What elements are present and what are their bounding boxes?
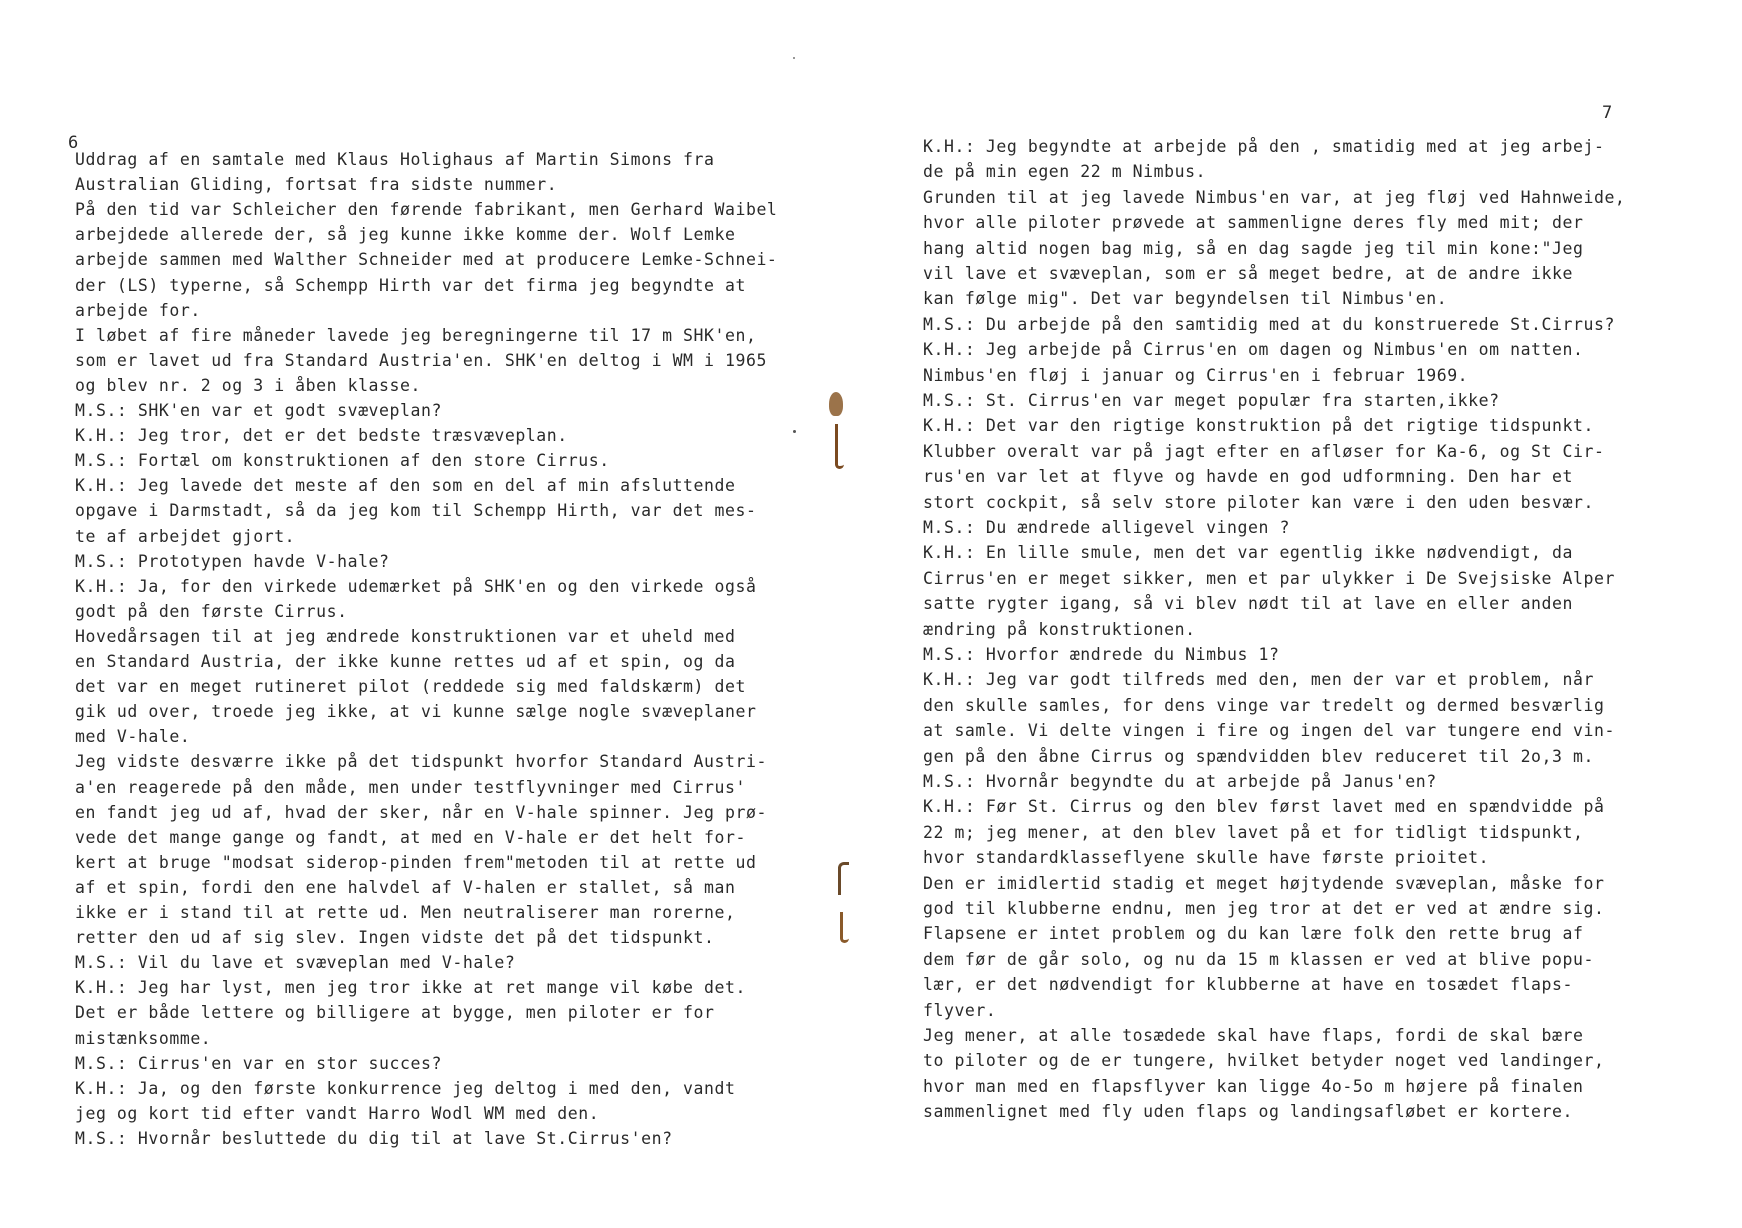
text-line: Hovedårsagen til at jeg ændrede konstruktionen var et uheld med xyxy=(75,626,736,646)
text-line: hvor alle piloter prøvede at sammenligne deres fly med mit; der xyxy=(923,213,1584,233)
staple-mark-top-lower xyxy=(835,424,844,469)
text-line: K.H.: Jeg arbejde på Cirrus'en om dagen og Nimbus'en om natten. xyxy=(923,340,1584,360)
text-line: På den tid var Schleicher den førende fabrikant, men Gerhard Waibel xyxy=(75,200,778,220)
text-line: M.S.: Du ændrede alligevel vingen ? xyxy=(923,518,1290,537)
text-line: ændring på konstruktionen. xyxy=(923,619,1196,639)
text-line: M.S.: Du arbejde på den samtidig med at du konstruerede St.Cirrus? xyxy=(923,314,1615,334)
text-line: M.S.: Hvornår begyndte du at arbejde på Janus'en? xyxy=(923,772,1437,791)
text-line: Det er både lettere og billigere at bygge, men piloter er for xyxy=(75,1003,715,1023)
text-line: K.H.: Jeg begyndte at arbejde på den , smatidig med at jeg arbej- xyxy=(923,137,1605,156)
text-line: M.S.: Fortæl om konstruktionen af den store Cirrus. xyxy=(75,451,610,471)
text-line: hvor standardklasseflyene skulle have første prioitet. xyxy=(923,848,1490,868)
staple-mark-top xyxy=(829,392,843,416)
text-line: K.H.: Ja, og den første konkurrence jeg deltog i med den, vandt xyxy=(75,1078,736,1098)
staple-mark-bottom xyxy=(838,862,849,895)
text-line: flyver. xyxy=(923,1000,997,1020)
text-line: rus'en var let at flyve og havde en god udformning. Den har et xyxy=(923,467,1573,487)
text-line: jeg og kort tid efter vandt Harro Wodl WM med den. xyxy=(75,1103,600,1123)
text-line: stort cockpit, så selv store piloter kan være i den uden besvær. xyxy=(923,492,1594,512)
text-line: Grunden til at jeg lavede Nimbus'en var, at jeg fløj ved Hahnweide, xyxy=(923,187,1626,207)
text-line: gik ud over, troede jeg ikke, at vi kunne sælge nogle svæveplaner xyxy=(75,702,757,722)
text-line: K.H.: Jeg lavede det meste af den som en del af min afsluttende xyxy=(75,476,736,496)
text-line: Klubber overalt var på jagt efter en afløser for Ka-6, og St Cir- xyxy=(923,441,1605,461)
text-line: Jeg mener, at alle tosædede skal have flaps, fordi de skal bære xyxy=(923,1026,1584,1045)
text-line: hang altid nogen bag mig, så en dag sagde jeg til min kone:"Jeg xyxy=(923,238,1584,258)
text-line: en fandt jeg ud af, hvad der sker, når en V-hale spinner. Jeg prø- xyxy=(75,802,767,822)
text-line: den skulle samles, for dens vinge var tredelt og dermed besværlig xyxy=(923,695,1605,715)
text-line: satte rygter igang, så vi blev nødt til at lave en eller anden xyxy=(923,594,1573,614)
text-line: M.S.: Hvorfor ændrede du Nimbus 1? xyxy=(923,645,1280,664)
text-line: K.H.: Jeg var godt tilfreds med den, men der var et problem, når xyxy=(923,670,1594,690)
text-line: 22 m; jeg mener, at den blev lavet på et for tidligt tidspunkt, xyxy=(923,822,1584,842)
text-line: arbejde for. xyxy=(75,300,201,320)
text-line: af et spin, fordi den ene halvdel af V-halen er stallet, så man xyxy=(75,877,736,897)
text-line: sammenlignet med fly uden flaps og landingsafløbet er kortere. xyxy=(923,1102,1573,1122)
text-line: I løbet af fire måneder lavede jeg beregningerne til 17 m SHK'en, xyxy=(75,325,757,345)
text-line: K.H.: Jeg tror, det er det bedste træsvæveplan. xyxy=(75,426,568,446)
text-line: Den er imidlertid stadig et meget højtydende svæveplan, måske for xyxy=(923,873,1605,893)
text-line: vil lave et svæveplan, som er så meget bedre, at de andre ikke xyxy=(923,264,1573,283)
text-line: vede det mange gange og fandt, at med en V-hale er det helt for- xyxy=(75,827,746,847)
text-line: M.S.: Prototypen havde V-hale? xyxy=(75,551,390,571)
text-line: a'en reagerede på den måde, men under testflyvninger med Cirrus' xyxy=(75,777,746,797)
text-line: hvor man med en flapsflyver kan ligge 4o-5o m højere på finalen xyxy=(923,1076,1584,1096)
text-line: M.S.: Vil du lave et svæveplan med V-hale? xyxy=(75,953,516,973)
page-number: 7 xyxy=(1602,103,1613,123)
page-number: 6 xyxy=(68,133,79,153)
text-line: K.H.: Før St. Cirrus og den blev først lavet med en spændvidde på xyxy=(923,797,1605,817)
text-line: Nimbus'en fløj i januar og Cirrus'en i februar 1969. xyxy=(923,365,1469,385)
text-line: godt på den første Cirrus. xyxy=(75,601,348,621)
scan-speck xyxy=(793,57,795,59)
text-line: arbejde sammen med Walther Schneider med at producere Lemke-Schnei- xyxy=(75,250,778,270)
right-page xyxy=(860,0,1742,1228)
text-line: ikke er i stand til at rette ud. Men neutraliserer man rorerne, xyxy=(75,903,736,922)
text-line: M.S.: SHK'en var et godt svæveplan? xyxy=(75,401,442,420)
text-line: M.S.: St. Cirrus'en var meget populær fra starten,ikke? xyxy=(923,391,1500,410)
text-line: Jeg vidste desværre ikke på det tidspunkt hvorfor Standard Austri- xyxy=(75,752,767,772)
text-line: retter den ud af sig slev. Ingen vidste det på det tidspunkt. xyxy=(75,928,715,948)
text-line: lær, er det nødvendigt for klubberne at have en tosædet flaps- xyxy=(923,975,1573,995)
text-line: det var en meget rutineret pilot (reddede sig med faldskærm) det xyxy=(75,677,746,697)
text-line: at samle. Vi delte vingen i fire og ingen del var tungere end vin- xyxy=(923,721,1615,741)
text-line: kan følge mig". Det var begyndelsen til Nimbus'en. xyxy=(923,289,1448,309)
text-line: arbejdede allerede der, så jeg kunne ikke komme der. Wolf Lemke xyxy=(75,225,736,245)
text-line: god til klubberne endnu, men jeg tror at det er ved at ændre sig. xyxy=(923,899,1605,918)
text-line: K.H.: Ja, for den virkede udemærket på SHK'en og den virkede også xyxy=(75,576,757,596)
text-line: med V-hale. xyxy=(75,727,191,747)
text-line: en Standard Austria, der ikke kunne rettes ud af et spin, og da xyxy=(75,652,736,671)
text-line: de på min egen 22 m Nimbus. xyxy=(923,162,1207,182)
text-line: og blev nr. 2 og 3 i åben klasse. xyxy=(75,375,421,395)
text-line: mistænksomme. xyxy=(75,1028,212,1048)
text-line: opgave i Darmstadt, så da jeg kom til Schempp Hirth, var det mes- xyxy=(75,501,757,521)
text-line: Cirrus'en er meget sikker, men et par ulykker i De Svejsiske Alper xyxy=(923,568,1615,588)
text-line: Uddrag af en samtale med Klaus Holighaus af Martin Simons fra xyxy=(75,150,715,169)
scan-speck xyxy=(793,430,796,433)
text-line: kert at bruge "modsat siderор-pinden frem"metoden til at rette ud xyxy=(75,852,757,872)
text-line: gen på den åbne Cirrus og spændvidden blev reduceret til 2o,3 m. xyxy=(923,746,1594,766)
text-line: der (LS) typerne, så Schempp Hirth var det firma jeg begyndte at xyxy=(75,275,746,295)
text-line: K.H.: En lille smule, men det var egentlig ikke nødvendigt, da xyxy=(923,543,1573,563)
text-line: Australian Gliding, fortsat fra sidste nummer. xyxy=(75,175,558,195)
text-line: Flapsene er intet problem og du kan lære folk den rette brug af xyxy=(923,924,1584,944)
text-line: K.H.: Det var den rigtige konstruktion på det rigtige tidspunkt. xyxy=(923,416,1594,436)
staple-mark-bottom-lower xyxy=(840,912,849,943)
text-line: som er lavet ud fra Standard Austria'en. SHK'en deltog i WM i 1965 xyxy=(75,350,767,370)
text-line: M.S.: Hvornår besluttede du dig til at lave St.Cirrus'en? xyxy=(75,1128,673,1148)
text-line: to piloter og de er tungere, hvilket betyder noget ved landinger, xyxy=(923,1051,1605,1071)
text-line: dem før de går solo, og nu da 15 m klassen er ved at blive popu- xyxy=(923,949,1594,969)
text-line: K.H.: Jeg har lyst, men jeg tror ikke at ret mange vil købe det. xyxy=(75,978,746,998)
left-page xyxy=(0,0,860,1228)
text-line: te af arbejdet gjort. xyxy=(75,526,296,546)
text-line: M.S.: Cirrus'en var en stor succes? xyxy=(75,1053,442,1073)
